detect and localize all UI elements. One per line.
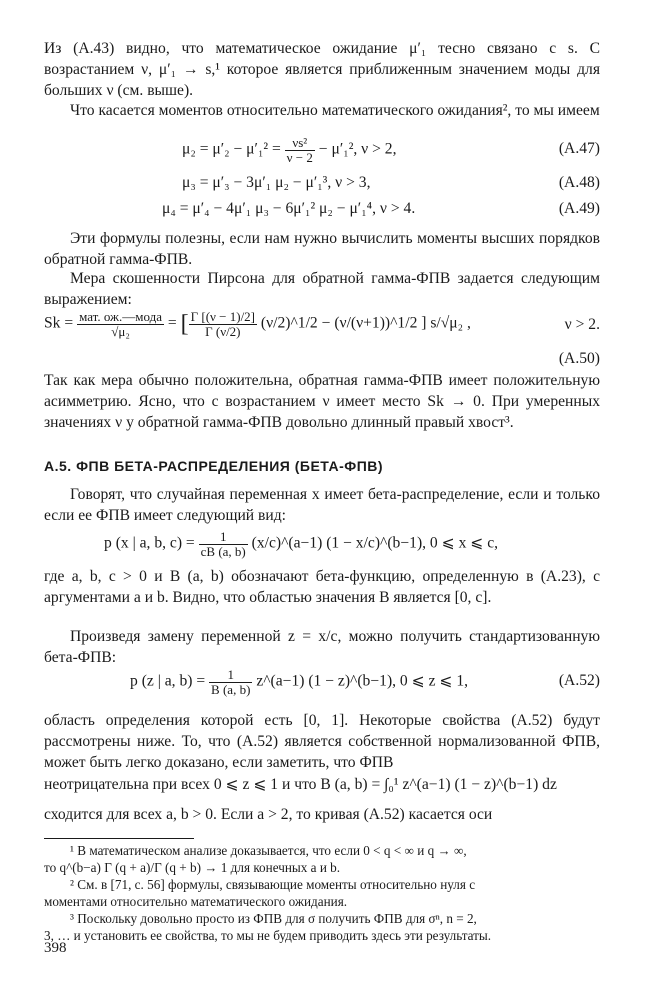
equation-a48 [44,174,600,202]
equation-a47 [44,136,600,164]
footnote-3-line-2: 3, … и установить ее свойства, то мы не будем приводить здесь эти результаты. [44,928,492,943]
a50-open-bracket: [ [180,311,189,338]
a47-lhs: μ₂ = μ′₂ − μ′₁² = [182,140,281,158]
a50-numerator-2: Γ [(ν − 1)/2] [190,309,256,324]
a51-numerator: 1 [199,530,248,545]
footnote-1-line-1: ¹ В математическом анализе доказывается, что если 0 < q < ∞ и q → ∞, [70,843,467,858]
a47-denominator: ν − 2 [286,149,313,165]
a52-denominator: B (a, b) [211,681,251,697]
paragraph-2: Что касается моментов относительно математического ожидания², то мы имеем [70,102,600,119]
paragraph-5: Так как мера обычно положительна, обратная гамма-ФПВ имеет положительную асимметрию. Ясно, что с возрастанием ν имеет место Sk → 0. При умеренных значениях ν у обратной гамма-ФПВ довольно длинный правый хвост³. [44,372,600,431]
a51-rhs: (x/c)^(a−1) (1 − x/c)^(b−1), 0 ⩽ x ⩽ c, [251,534,499,552]
paragraph-4: Мера скошенности Пирсона для обратной гамма-ФПВ задается следующим выражением: [44,270,600,308]
a52-lhs: p (z | a, b) = [130,672,206,690]
a52-tag: (А.52) [558,672,600,689]
paragraph-10b: сходится для всех a, b > 0. Если a > 2, то кривая (А.52) касается оси [44,806,493,823]
footnote-1-line-2: то q^(b−a) Γ (q + a)/Γ (q + b) → 1 для конечных a и b. [44,860,341,875]
a47-numerator: νs² [285,136,315,151]
a50-lhs: Sk = [44,314,74,332]
footnote-3-line-1: ³ Поскольку довольно просто из ФПВ для σ получить ФПВ для σⁿ, n = 2, [70,911,477,926]
a50-denominator-2: Γ (ν/2) [205,323,241,339]
paragraph-8: Произведя замену переменной z = x/c, можно получить стандартизованную бета-ФПВ: [44,628,600,666]
a47-tag: (А.47) [558,140,600,157]
paragraph-3: Эти формулы полезны, если нам нужно вычислить моменты высших порядков обратной гамма-ФПВ. [44,230,600,268]
a47-fraction [285,136,315,164]
a50-denominator-1: √μ₂ [111,323,130,339]
a51-denominator: cB (a, b) [200,543,246,559]
equation-a50 [44,306,600,346]
a50-tag: (А.50) [558,350,600,367]
paragraph-9: область определения которой есть [0, 1]. Некоторые свойства (А.52) будут рассмотрены ниже. То, что (А.52) является собственной нормализованной ФПВ, может быть легко доказано, если заметить, что ФПВ [44,712,600,771]
a52-fraction [209,668,252,696]
equation-a52 [44,668,600,696]
a50-fraction-2 [189,310,257,338]
a48-body: μ₃ = μ′₃ − 3μ′₁ μ₂ − μ′₁³, ν > 3, [182,174,371,191]
paragraph-1: Из (А.43) видно, что математическое ожидание μ′₁ тесно связано с s. С возрастанием ν, μ′₁ → s,¹ которое является приближенным значением моды для больших ν (см. выше). [44,40,600,99]
a52-numerator: 1 [209,668,252,683]
a50-condition: ν > 2. [564,316,600,333]
a51-fraction [199,530,248,558]
footnote-rule [44,838,194,839]
a49-tag: (А.49) [558,200,600,217]
paragraph-10a: неотрицательна при всех 0 ⩽ z ⩽ 1 и что B (a, b) = ∫₀¹ z^(a−1) (1 − z)^(b−1) dz [44,776,557,793]
page-number: 398 [44,940,67,956]
a50-equals: = [167,314,177,332]
footnote-2-line-2: моментами относительно математического ожидания. [44,894,348,909]
a52-rhs: z^(a−1) (1 − z)^(b−1), 0 ⩽ z ⩽ 1, [256,672,469,690]
equation-a49 [44,200,600,228]
a49-body: μ₄ = μ′₄ − 4μ′₁ μ₃ − 6μ′₁² μ₂ − μ′₁⁴, ν > 4. [162,200,416,217]
paragraph-7: где a, b, c > 0 и B (a, b) обозначают бета-функцию, определенную в (А.23), с аргументами a и b. Видно, что областью значения B является [0, c]. [44,568,600,606]
a50-rest: (ν/2)^1/2 − (ν/(ν+1))^1/2 ] s/√μ₂ , [260,314,471,332]
a51-lhs: p (x | a, b, c) = [104,534,195,552]
paragraph-6: Говорят, что случайная переменная x имеет бета-распределение, если и только если ее ФПВ имеет следующий вид: [44,486,600,524]
footnote-2-line-1: ² См. в [71, с. 56] формулы, связывающие моменты относительно нуля с [70,877,476,892]
section-title: А.5. ФПВ БЕТА-РАСПРЕДЕЛЕНИЯ (БЕТА-ФПВ) [44,458,384,474]
equation-beta-pdf [44,530,600,558]
a48-tag: (А.48) [558,174,600,191]
a50-fraction-1 [77,310,164,338]
a47-rhs: − μ′₁², ν > 2, [318,140,397,158]
a50-numerator-1: мат. ож.—мода [79,309,162,324]
